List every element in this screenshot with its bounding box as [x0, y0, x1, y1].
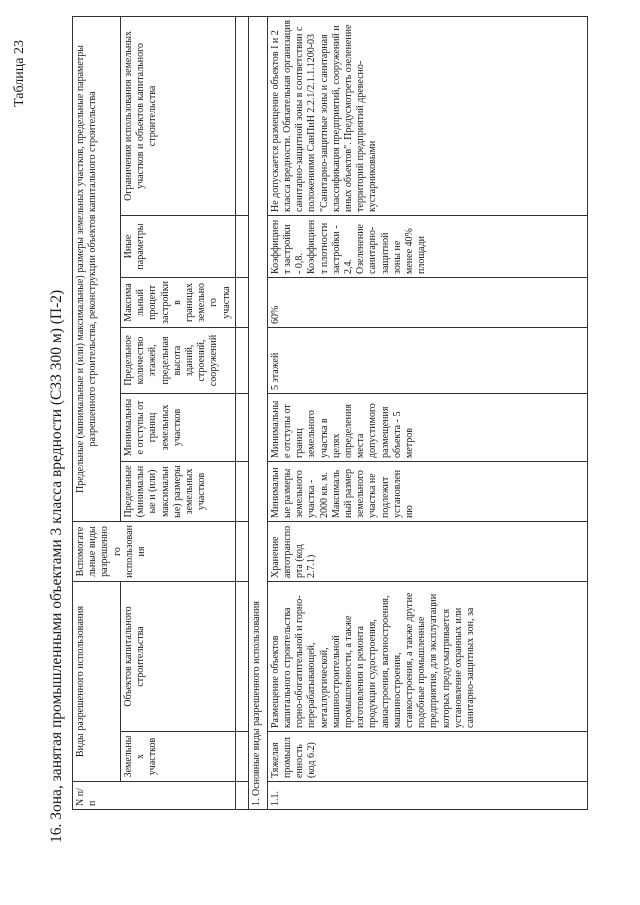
spacer-row: [235, 16, 248, 809]
cell-max-floors: 5 этажей: [267, 327, 587, 393]
cell-max-coverage: 60%: [267, 277, 587, 327]
cell-min-setbacks: Минимальные отступы от границ земельного участка в целях определения места допустимого размещения объекта - 5 метров: [267, 393, 587, 461]
cell-land-use: Тяжелая промышленность (код 6.2): [267, 732, 587, 782]
header-land-plots: Земельных участков: [121, 732, 236, 782]
section-title: 1. Основные виды разрешенного использования: [248, 16, 267, 809]
header-max-floors: Предельное количество этажей, предельная высота зданий, строений, сооружений: [121, 327, 236, 393]
cell-restrictions: Не допускается размещение объектов I и 2 класса вредности. Обязательная организация санитарно-защитной зоны в соответствии с положениями СанПиН 2.2.1/2.1.1.1200-03 "Санитарно-защитные зоны и санитарная классификация предприятий, сооружений и иных объектов". Предусмотреть озеленение территорий предприятий древесно-кустарниковыми: [267, 16, 587, 215]
header-row-top: [73, 16, 121, 809]
header-permitted-uses: Виды разрешенного использования: [73, 581, 121, 781]
cell-cap-objects: Размещение объектов капитального строительства горно-обогатительной и горно-перерабатывающей, металлургической, машиностроительной промышленности, а также изготовления и ремонта продукции судостроения, авиастроения, вагоностроения, машиностроения, станкостроения, а также другие подобные промышленные предприятия, для эксплуатации которых предусматривается установление охранных или санитарно-защитных зон, за: [267, 581, 587, 731]
header-restrictions: Ограничения использования земельных участков и объектов капитального строительства: [121, 16, 236, 215]
header-cap-objects: Объектов капитального строительства: [121, 581, 236, 731]
cell-plot-sizes: Минимальные размеры земельного участка - 2000 кв. м. Максимальный размер земельного участка не подлежит установлению: [267, 461, 587, 521]
header-row-sub: [121, 16, 236, 809]
header-plot-sizes: Предельные (минимальные и (или) максимальные) размеры земельных участков: [121, 461, 236, 521]
table-number: Таблица 23: [12, 40, 27, 107]
header-num: N п/п: [73, 782, 236, 810]
section-row: [248, 16, 267, 809]
header-limit-params: Предельные (минимальные и (или) максимальные) размеры земельных участков, предельные параметры разрешенного строительства, реконструкции объектов капитального строительства: [73, 16, 121, 521]
zoning-table: [72, 16, 588, 810]
header-auxiliary: Вспомогательные виды разрешенного использования: [73, 521, 236, 581]
header-min-setbacks: Минимальные отступы от границ земельных участков: [121, 393, 236, 461]
cell-num: 1.1.: [267, 782, 587, 810]
cell-auxiliary: Хранение автотранспорта (код 2.7.1): [267, 521, 587, 581]
table-row: [267, 16, 587, 809]
page-title: 16. Зона, занятая промышленными объектами 3 класса вредности (СЗЗ 300 м) (П-2): [48, 289, 65, 843]
header-other-params: Иные параметры: [121, 215, 236, 277]
cell-other-params: Коэффициент застройки - 0,8. Коэффициент плотности застройки - 2,4. Озеленение санитарно-защитной зоны не менее 40% площади: [267, 215, 587, 277]
header-max-coverage: Максимальный процент застройки в границах земельного участка: [121, 277, 236, 327]
